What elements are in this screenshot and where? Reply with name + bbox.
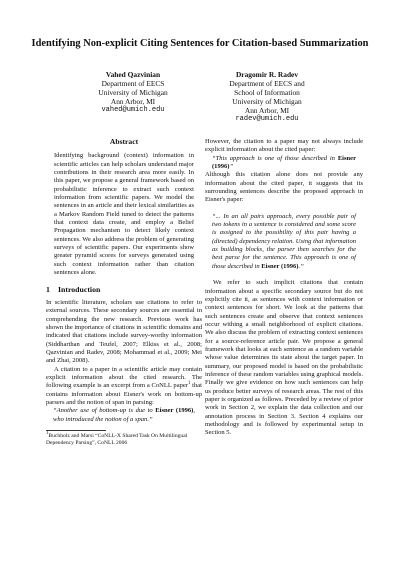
author-block-1 (58, 70, 208, 115)
section-heading-introduction (46, 286, 202, 294)
abstract-heading: Abstract (109, 137, 139, 146)
left-column (46, 138, 202, 446)
quote-text: .” (298, 262, 304, 270)
author-affiliation-line: School of Information (234, 88, 300, 97)
citation: Eisner (1996) (212, 154, 356, 171)
quote-eisner-approach (205, 155, 363, 172)
right-column (205, 138, 363, 438)
author-block-2 (192, 70, 342, 124)
footnote-text: Buchholz and Marsi “CoNLL-X Shared Task On Multilingual Dependency Parsing”, CoNLL 2006 (46, 433, 188, 446)
quote-all-pairs (205, 213, 363, 271)
author-affiliation-line: University of Michigan (98, 88, 168, 97)
quote-text: ” (229, 163, 234, 171)
right-paragraph-1: However, the citation to a paper may not always include explicit information about the cited paper: (205, 138, 363, 154)
author-name: Vahed Qazvinian (105, 70, 161, 79)
intro-paragraph-2 (46, 366, 202, 408)
quote-text: “Another use of bottom-up is due to (53, 407, 156, 415)
quote-text: “This approach is one of those described in (212, 154, 338, 162)
quote-eisner-span (46, 407, 202, 424)
quote-text: , who introduced the notion of a span.” (53, 407, 195, 423)
citation: Eisner (1996) (155, 407, 194, 415)
abstract-text: Identifying background (context) information in scientific articles can help scholars understand major contributions in their research area more easily. In this paper, we propose a general framework based on probabilistic inference to extract such context information from scientific papers. We model the sentences in an article and their lexical similarities as a Markov Random Field tuned to detect the patterns that context data create, and employ a Belief Propagation mechanism to detect likely context sentences. We also address the problem of generating surveys of scientific papers. Our experiments show greater pyramid scores for surveys generated using such context information rather than citation sentences alone. (54, 152, 194, 277)
section-title: Introduction (58, 284, 101, 294)
author-affiliation-line: Ann Arbor, MI (110, 97, 156, 106)
footnote-rule (46, 430, 106, 431)
quote-text: “... In an all pairs approach, every possible pair of two tokens in a sentence is considered and some score is assigned to the possibility of this pair having a (directed) dependency relation. Using that information as building blocks, the parser then searches for the best parse for the sentence. This approach is one of those described in (212, 212, 356, 270)
footnote-marker: 1 (46, 431, 49, 437)
paragraph-text: A citation to a paper in a scientific article may contain explicit information about the cited research. The following example is an excerpt from a CoNLL paper (46, 365, 202, 390)
author-affiliation-line: Department of EECS (101, 79, 165, 88)
paragraph-text: that contains information about Eisner's work on bottom-up parsers and the notion of span in parsing: (46, 382, 202, 406)
author-email: vahed@umich.edu (101, 106, 165, 114)
intro-paragraph-1: In scientific literature, scholars use citations to refer to external sources. These secondary sources are essential in comprehending the new research. Previous work has shown the importance of citations in scientific domains and indicated that citations include survey-worthy information (Siddharthan and Teufel, 2007; Elkiss et al., 2008; Qazvinian and Radev, 2008; Mohammad et al., 2009; Mei and Zhai, 2008). (46, 298, 202, 365)
citation: Eisner (1996) (261, 262, 299, 270)
author-name: Dragomir R. Radev (235, 70, 299, 79)
author-affiliation-line: University of Michigan (232, 97, 302, 106)
section-number: 1 (46, 284, 50, 294)
footnote (46, 433, 202, 446)
paper-title: Identifying Non-explicit Citing Sentences for Citation-based Summarization (31, 38, 369, 49)
author-affiliation-line: Department of EECS and (229, 79, 305, 88)
author-email: radev@umich.edu (235, 115, 299, 123)
right-paragraph-2: Although this citation alone does not provide any information about the cited paper, it suggests that its surrounding sentences describe the proposed approach in Eisner's paper: (205, 171, 363, 204)
author-affiliation-line: Ann Arbor, MI (244, 106, 290, 115)
footnote-marker: 1 (187, 381, 191, 387)
right-paragraph-3: We refer to such implicit citations that contain information about a specific secondary source but do not explicitly cite it, as sentences with context information or context sentences for short. We look at the patterns that such sentences create and observe that context sentences occur withing a small neighborhood of explicit citations. We also discuss the problem of extracting context sentences for a source-reference article pair. We propose a general framework that looks at each sentence as a random variable whose value determines its state about the target paper. In summary, our proposed model is based on the probabilistic inference of these random variables using graphical models. Finally we give evidence on how such sentences can help us produce better surveys of research areas. The rest of this paper is organized as follows. Preceded by a review of prior work in Section 2, we explain the data collection and our annotation process in Section 3. Section 4 explains our methodology and is followed by experimental setup in Section 5. (205, 279, 363, 437)
